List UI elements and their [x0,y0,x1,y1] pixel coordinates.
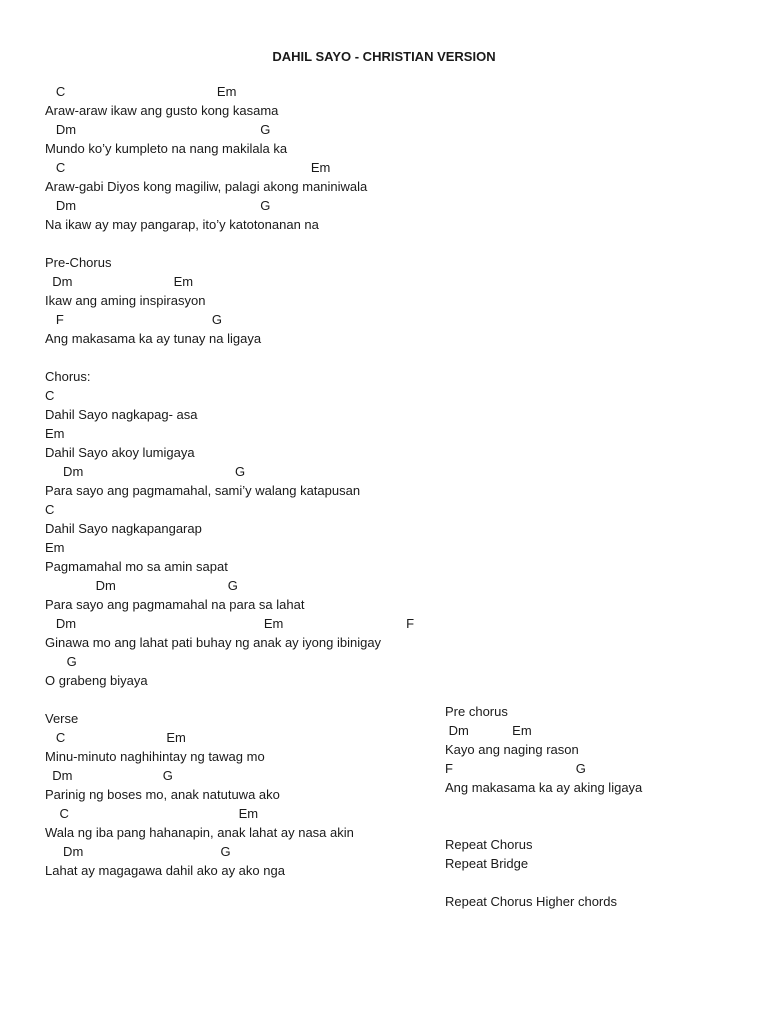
side-lyric-line: Ang makasama ka ay aking ligaya [445,780,643,795]
lyric-line: Ang makasama ka ay tunay na ligaya [45,331,262,346]
lyric-line: Dm G [45,844,231,859]
lyric-line: Pagmamahal mo sa amin sapat [45,559,228,574]
lyric-line: Dm G [45,768,173,783]
side-lyric-line: F G [445,761,586,776]
lyric-line: Ginawa mo ang lahat pati buhay ng anak ay iyong ibinigay [45,635,382,650]
lyrics-column-right [445,702,755,911]
lyric-line: Dm G [45,578,238,593]
lyric-line: O grabeng biyaya [45,673,148,688]
side-lyric-line [445,797,755,816]
lyric-line: C Em [45,730,186,745]
lyrics-column-left [45,82,445,880]
lyric-line: Minu-minuto naghihintay ng tawag mo [45,749,265,764]
lyric-line: Araw-araw ikaw ang gusto kong kasama [45,103,279,118]
lyric-line: Dahil Sayo akoy lumigaya [45,445,195,460]
side-lyric-line: Repeat Chorus Higher chords [445,894,617,909]
lyric-line: C Em [45,84,237,99]
lyric-line: Dm Em F [45,616,415,631]
lyric-line [45,348,445,367]
side-lyric-line: Kayo ang naging rason [445,742,579,757]
lyric-line: Na ikaw ay may pangarap, ito’y katotonanan na [45,217,319,232]
lyric-line: Para sayo ang pagmamahal, sami’y walang katapusan [45,483,361,498]
lyric-line [45,690,445,709]
lyric-line: Araw-gabi Diyos kong magiliw, palagi akong maniniwala [45,179,368,194]
lyric-line: Dm Em [45,274,194,289]
lyric-line: Parinig ng boses mo, anak natutuwa ako [45,787,280,802]
lyric-line: Dahil Sayo nagkapag- asa [45,407,198,422]
side-lyric-line [445,816,755,835]
lyric-line: C [45,502,55,517]
side-lyric-line: Repeat Chorus [445,837,533,852]
lyric-line: Dm G [45,122,271,137]
lyric-line: Dahil Sayo nagkapangarap [45,521,202,536]
lyric-line: Em [45,540,65,555]
page-title: DAHIL SAYO - CHRISTIAN VERSION [272,49,496,64]
lyric-line: Em [45,426,65,441]
side-lyric-line: Dm Em [445,723,532,738]
lyric-line: C Em [45,806,259,821]
lyric-line: Dm G [45,464,246,479]
lyric-line: F G [45,312,222,327]
lyric-line: Mundo ko’y kumpleto na nang makilala ka [45,141,288,156]
lyric-line: Para sayo ang pagmamahal na para sa lahat [45,597,305,612]
lyric-line [45,234,445,253]
lyric-line: Chorus: [45,369,91,384]
lyric-line: G [45,654,77,669]
lyric-line: Wala ng iba pang hahanapin, anak lahat ay nasa akin [45,825,354,840]
lyric-line: Dm G [45,198,271,213]
lyric-line: C Em [45,160,331,175]
side-lyric-line: Pre chorus [445,704,508,719]
lyric-line: Ikaw ang aming inspirasyon [45,293,206,308]
side-lyric-line: Repeat Bridge [445,856,529,871]
lyric-line: Verse [45,711,79,726]
side-lyric-line [445,873,755,892]
lyric-line: C [45,388,55,403]
lyric-line: Pre-Chorus [45,255,112,270]
lyric-line: Lahat ay magagawa dahil ako ay ako nga [45,863,285,878]
